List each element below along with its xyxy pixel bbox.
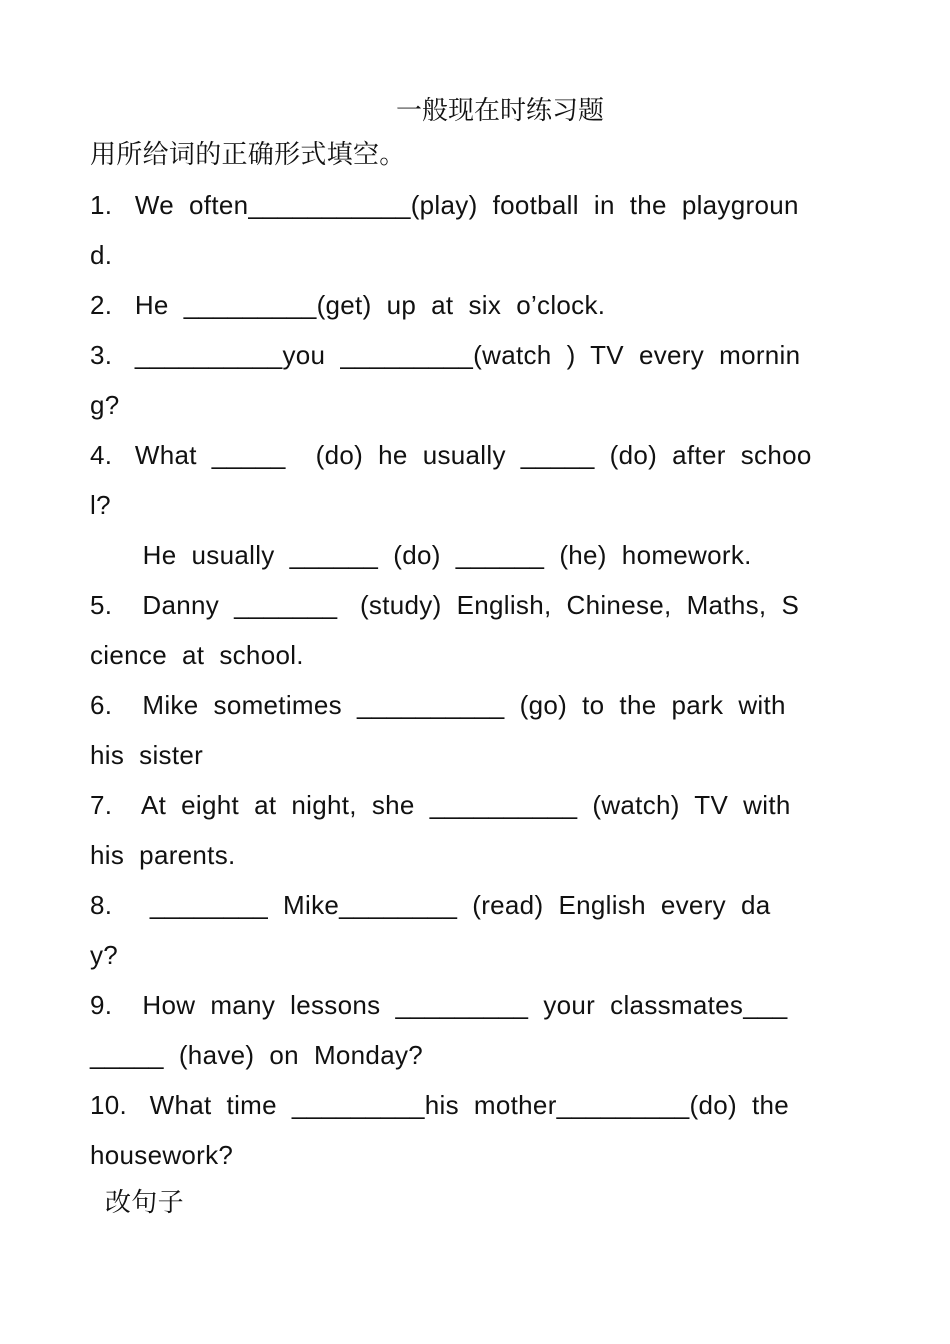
exercise-line: cience at school. bbox=[90, 640, 304, 670]
exercise-line: 2. He _________(get) up at six o’clock. bbox=[90, 290, 606, 320]
exercise-line: 4. What _____ (do) he usually _____ (do) after schoo bbox=[90, 440, 812, 470]
exercise-line: l? bbox=[90, 490, 111, 520]
exercise-line: 3. __________you _________(watch ) TV every mornin bbox=[90, 340, 801, 370]
exercise-line: g? bbox=[90, 390, 120, 420]
exercise-line: _____ (have) on Monday? bbox=[90, 1040, 424, 1070]
exercise-line: 1. We often___________(play) football in the playgroun bbox=[90, 190, 799, 220]
page-title: 一般现在时练习题 bbox=[395, 96, 604, 126]
exercise-line: He usually ______ (do) ______ (he) homework. bbox=[90, 540, 752, 570]
exercise-line: y? bbox=[90, 940, 119, 970]
exercise-line: his parents. bbox=[90, 840, 236, 870]
exercise-line: 10. What time _________his mother_________(do) the bbox=[90, 1090, 790, 1120]
exercise-line: his sister bbox=[90, 740, 204, 770]
exercise-line: 7. At eight at night, she __________ (watch) TV with bbox=[90, 790, 791, 820]
exercise-line: d. bbox=[90, 240, 113, 270]
exercise-line: 5. Danny _______ (study) English, Chinese, Maths, S bbox=[90, 590, 800, 620]
exercise-line: housework? bbox=[90, 1140, 234, 1170]
exercise-line: 6. Mike sometimes __________ (go) to the park with bbox=[90, 690, 786, 720]
section-heading: 改句子 bbox=[105, 1188, 184, 1218]
exercise-line: 9. How many lessons _________ your classmates___ bbox=[90, 990, 788, 1020]
exercise-line: 8. ________ Mike________ (read) English every da bbox=[90, 890, 771, 920]
instruction: 用所给词的正确形式填空。 bbox=[90, 140, 406, 170]
